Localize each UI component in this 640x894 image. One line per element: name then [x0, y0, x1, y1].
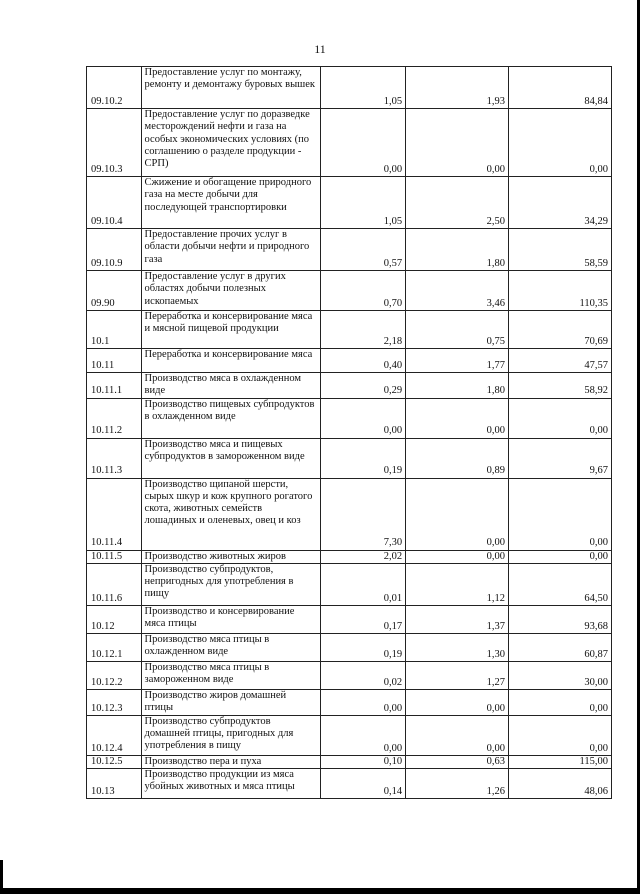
- value-1-cell: 0,14: [320, 769, 405, 799]
- value-3-cell: 30,00: [509, 661, 612, 689]
- name-cell: Производство и консервирование мяса птицы: [141, 605, 320, 633]
- value-1-cell: 0,10: [320, 755, 405, 768]
- data-table: [86, 66, 612, 799]
- name-cell: Предоставление услуг по монтажу, ремонту и демонтажу буровых вышек: [141, 67, 320, 109]
- name-cell: Предоставление услуг по доразведке месторождений нефти и газа на особых экономических условиях (по соглашению о разделе продукции - СРП): [141, 109, 320, 177]
- name-cell: Предоставление прочих услуг в области добычи нефти и природного газа: [141, 229, 320, 271]
- value-2-cell: 0,75: [406, 311, 509, 349]
- value-2-cell: 0,00: [406, 398, 509, 438]
- value-3-cell: 115,00: [509, 755, 612, 768]
- value-2-cell: 1,30: [406, 633, 509, 661]
- value-3-cell: 48,06: [509, 769, 612, 799]
- table-row: [87, 398, 612, 438]
- table-body: [87, 67, 612, 799]
- table-row: [87, 755, 612, 768]
- code-cell: 10.12.4: [87, 715, 142, 755]
- table-row: [87, 438, 612, 478]
- code-cell: 10.12.5: [87, 755, 142, 768]
- value-1-cell: 7,30: [320, 478, 405, 550]
- value-1-cell: 0,00: [320, 715, 405, 755]
- value-3-cell: 0,00: [509, 689, 612, 715]
- value-3-cell: 9,67: [509, 438, 612, 478]
- scan-edge-left: [0, 860, 3, 894]
- code-cell: 10.11.5: [87, 550, 142, 563]
- code-cell: 10.13: [87, 769, 142, 799]
- value-3-cell: 34,29: [509, 177, 612, 229]
- value-3-cell: 70,69: [509, 311, 612, 349]
- value-1-cell: 0,00: [320, 109, 405, 177]
- value-1-cell: 2,18: [320, 311, 405, 349]
- code-cell: 09.10.2: [87, 67, 142, 109]
- code-cell: 10.11.1: [87, 373, 142, 399]
- table-row: [87, 271, 612, 311]
- value-1-cell: 0,19: [320, 438, 405, 478]
- value-2-cell: 0,89: [406, 438, 509, 478]
- table-row: [87, 715, 612, 755]
- table-row: [87, 349, 612, 373]
- table-row: [87, 689, 612, 715]
- name-cell: Переработка и консервирование мяса: [141, 349, 320, 373]
- code-cell: 10.1: [87, 311, 142, 349]
- code-cell: 09.10.3: [87, 109, 142, 177]
- value-1-cell: 0,70: [320, 271, 405, 311]
- table-row: [87, 311, 612, 349]
- value-2-cell: 0,00: [406, 715, 509, 755]
- value-2-cell: 1,77: [406, 349, 509, 373]
- value-1-cell: 1,05: [320, 67, 405, 109]
- value-2-cell: 0,00: [406, 109, 509, 177]
- value-1-cell: 0,00: [320, 398, 405, 438]
- name-cell: Переработка и консервирование мяса и мясной пищевой продукции: [141, 311, 320, 349]
- value-2-cell: 0,63: [406, 755, 509, 768]
- value-1-cell: 0,00: [320, 689, 405, 715]
- value-3-cell: 0,00: [509, 478, 612, 550]
- name-cell: Производство животных жиров: [141, 550, 320, 563]
- value-2-cell: 0,00: [406, 478, 509, 550]
- name-cell: Производство мяса в охлажденном виде: [141, 373, 320, 399]
- value-1-cell: 0,19: [320, 633, 405, 661]
- value-2-cell: 0,00: [406, 550, 509, 563]
- table-row: [87, 550, 612, 563]
- value-3-cell: 47,57: [509, 349, 612, 373]
- table-row: [87, 67, 612, 109]
- value-1-cell: 0,57: [320, 229, 405, 271]
- name-cell: Производство щипаной шерсти, сырых шкур и кож крупного рогатого скота, животных семейств лошадиных и оленевых, овец и коз: [141, 478, 320, 550]
- code-cell: 10.11.2: [87, 398, 142, 438]
- value-3-cell: 58,92: [509, 373, 612, 399]
- code-cell: 09.90: [87, 271, 142, 311]
- code-cell: 10.11.6: [87, 563, 142, 605]
- code-cell: 09.10.4: [87, 177, 142, 229]
- value-1-cell: 2,02: [320, 550, 405, 563]
- value-1-cell: 0,17: [320, 605, 405, 633]
- name-cell: Производство мяса птицы в замороженном виде: [141, 661, 320, 689]
- name-cell: Производство субпродуктов, непригодных для употребления в пищу: [141, 563, 320, 605]
- value-3-cell: 110,35: [509, 271, 612, 311]
- name-cell: Производство пищевых субпродуктов в охлажденном виде: [141, 398, 320, 438]
- table-row: [87, 633, 612, 661]
- value-2-cell: 1,37: [406, 605, 509, 633]
- name-cell: Производство продукции из мяса убойных животных и мяса птицы: [141, 769, 320, 799]
- name-cell: Сжижение и обогащение природного газа на месте добычи для последующей транспортировки: [141, 177, 320, 229]
- value-3-cell: 60,87: [509, 633, 612, 661]
- code-cell: 10.12.2: [87, 661, 142, 689]
- table-row: [87, 373, 612, 399]
- name-cell: Производство пера и пуха: [141, 755, 320, 768]
- value-2-cell: 3,46: [406, 271, 509, 311]
- table-row: [87, 177, 612, 229]
- table-row: [87, 109, 612, 177]
- scan-edge-bottom: [0, 888, 640, 894]
- value-1-cell: 0,02: [320, 661, 405, 689]
- value-3-cell: 84,84: [509, 67, 612, 109]
- table-row: [87, 605, 612, 633]
- code-cell: 10.11.4: [87, 478, 142, 550]
- value-3-cell: 0,00: [509, 715, 612, 755]
- value-1-cell: 0,29: [320, 373, 405, 399]
- value-2-cell: 1,26: [406, 769, 509, 799]
- value-2-cell: 1,27: [406, 661, 509, 689]
- value-2-cell: 2,50: [406, 177, 509, 229]
- page-number: 11: [314, 42, 326, 56]
- value-3-cell: 0,00: [509, 109, 612, 177]
- name-cell: Производство мяса и пищевых субпродуктов в замороженном виде: [141, 438, 320, 478]
- table-row: [87, 661, 612, 689]
- value-1-cell: 0,01: [320, 563, 405, 605]
- name-cell: Производство субпродуктов домашней птицы, пригодных для употребления в пищу: [141, 715, 320, 755]
- table-row: [87, 563, 612, 605]
- table-row: [87, 769, 612, 799]
- table-row: [87, 478, 612, 550]
- value-3-cell: 0,00: [509, 398, 612, 438]
- code-cell: 10.12.1: [87, 633, 142, 661]
- value-2-cell: 1,80: [406, 373, 509, 399]
- value-1-cell: 1,05: [320, 177, 405, 229]
- value-2-cell: 0,00: [406, 689, 509, 715]
- code-cell: 10.12: [87, 605, 142, 633]
- value-3-cell: 58,59: [509, 229, 612, 271]
- code-cell: 10.11.3: [87, 438, 142, 478]
- value-2-cell: 1,12: [406, 563, 509, 605]
- code-cell: 09.10.9: [87, 229, 142, 271]
- name-cell: Производство мяса птицы в охлажденном виде: [141, 633, 320, 661]
- name-cell: Производство жиров домашней птицы: [141, 689, 320, 715]
- value-3-cell: 93,68: [509, 605, 612, 633]
- table-row: [87, 229, 612, 271]
- name-cell: Предоставление услуг в других областях добычи полезных ископаемых: [141, 271, 320, 311]
- value-2-cell: 1,80: [406, 229, 509, 271]
- value-3-cell: 64,50: [509, 563, 612, 605]
- code-cell: 10.12.3: [87, 689, 142, 715]
- code-cell: 10.11: [87, 349, 142, 373]
- value-2-cell: 1,93: [406, 67, 509, 109]
- value-3-cell: 0,00: [509, 550, 612, 563]
- value-1-cell: 0,40: [320, 349, 405, 373]
